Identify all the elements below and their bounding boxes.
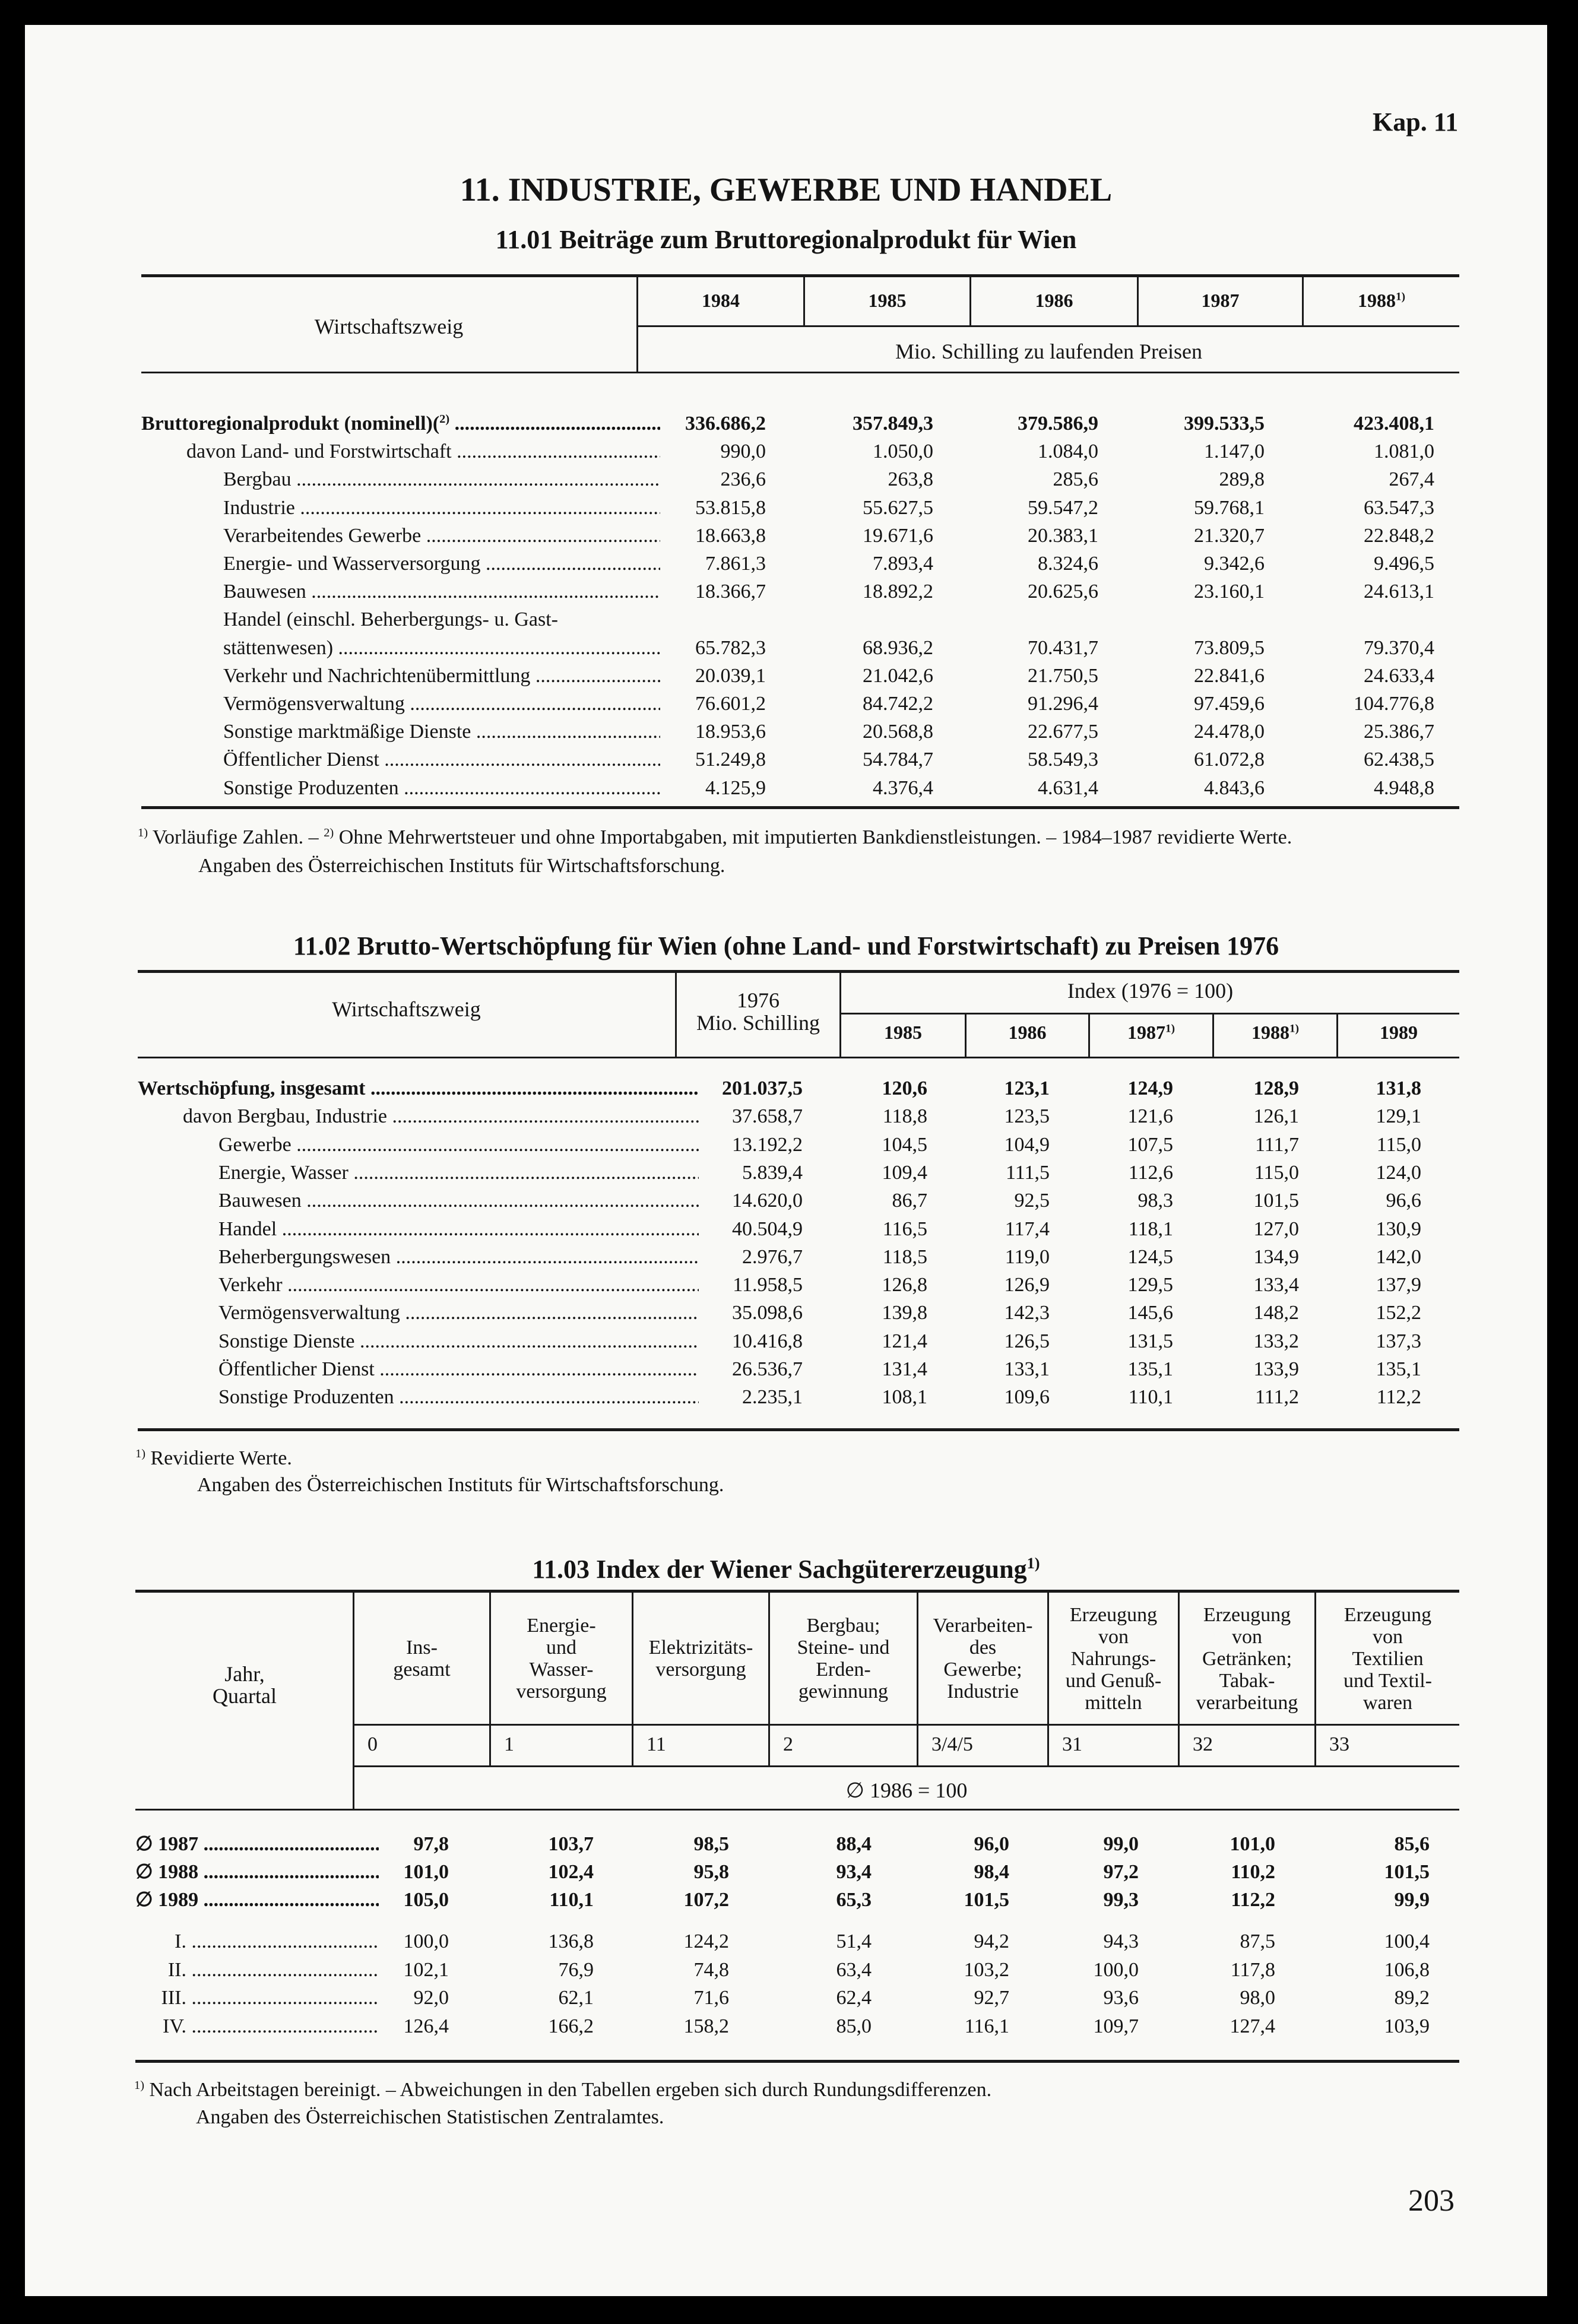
t2-cell: 37.658,7 [732, 1105, 803, 1128]
t2-cell: 98,3 [1137, 1190, 1173, 1212]
t1-footnote-2: Angaben des Österreichischen Instituts für Wirtschaftsforschung. [198, 855, 725, 877]
t3-cell: 63,4 [836, 1958, 872, 1981]
t3-cell: 101,5 [964, 1889, 1009, 1911]
t1-cell: 73.809,5 [1194, 636, 1265, 659]
t1-cell: 97.459,6 [1194, 693, 1265, 715]
chapter-title: 11. INDUSTRIE, GEWERBE UND HANDEL [460, 172, 1113, 208]
t2-cell: 128,9 [1253, 1077, 1299, 1099]
t1-cell: 76.601,2 [695, 693, 766, 715]
t3-column-header-line: Gewerbe; [943, 1659, 1022, 1681]
t3-row-label: III. ..... [135, 1988, 379, 2008]
t1-cell: 21.320,7 [1194, 524, 1265, 547]
t2-cell: 131,8 [1376, 1077, 1421, 1099]
t2-cell: 111,2 [1255, 1386, 1299, 1409]
t3-cell: 51,4 [836, 1930, 872, 1952]
t3-cell: 96,0 [974, 1833, 1009, 1855]
t2-cell: 133,4 [1253, 1274, 1299, 1296]
t2-cell: 40.504,9 [732, 1218, 803, 1240]
t1-cell: 84.742,2 [863, 693, 933, 715]
t2-cell: 126,8 [882, 1274, 927, 1296]
t1-row-label: davon Land- und Forstwirtschaft ..... [186, 442, 660, 462]
t1-row-label: Bergbau ..... [223, 470, 660, 490]
t2-cell: 118,5 [882, 1245, 927, 1268]
t2-cell: 142,0 [1376, 1245, 1421, 1268]
t3-base-label: ∅ 1986 = 100 [845, 1778, 968, 1802]
t1-cell: 1.050,0 [873, 440, 933, 463]
t3-cell: 105,0 [403, 1889, 449, 1911]
t2-cell: 35.098,6 [732, 1302, 803, 1324]
t1-cell: 19.671,6 [863, 524, 933, 547]
t2-cell: 131,4 [882, 1358, 927, 1380]
table-11-01-title: 11.01 Beiträge zum Bruttoregionalprodukt für Wien [495, 225, 1077, 254]
t1-row-label: Bruttoregionalprodukt (nominell)($^{2)}$ ..... [141, 414, 660, 434]
t2-cell: 121,4 [882, 1330, 927, 1352]
t3-cell: 85,6 [1394, 1833, 1430, 1855]
t2-cell: 118,8 [882, 1105, 927, 1128]
t1-cell: 8.324,6 [1038, 553, 1098, 575]
t3-column-code: 2 [783, 1733, 793, 1755]
t1-row-label: stättenwesen) ..... [223, 638, 660, 658]
t3-cell: 65,3 [836, 1889, 872, 1911]
t3-cell: 97,2 [1103, 1861, 1139, 1883]
t1-cell: 357.849,3 [853, 413, 933, 435]
t1-cell: 63.547,3 [1364, 496, 1434, 519]
t1-cell: 22.677,5 [1028, 721, 1098, 743]
t1-cell: 289,8 [1219, 468, 1265, 491]
t2-cell: 115,0 [1376, 1133, 1421, 1156]
t2-cell: 124,0 [1376, 1161, 1421, 1184]
t2-cell: 111,5 [1006, 1161, 1050, 1184]
t2-cell: 131,5 [1127, 1330, 1173, 1352]
t3-cell: 110,1 [549, 1889, 594, 1911]
t3-column-header-line: von [1373, 1625, 1403, 1648]
t3-column-header-line: Industrie [947, 1681, 1019, 1702]
t2-cell: 129,1 [1376, 1105, 1421, 1128]
t1-cell: 21.042,6 [863, 664, 933, 687]
t1-row-label: Vermögensverwaltung ..... [223, 694, 660, 714]
t1-cell: 9.342,6 [1204, 553, 1265, 575]
t3-cell: 74,8 [693, 1958, 729, 1981]
t3-cell: 101,0 [403, 1861, 449, 1883]
t1-cell: 91.296,4 [1028, 693, 1098, 715]
t1-cell: 4.631,4 [1038, 776, 1098, 799]
t2-cell: 123,1 [1004, 1077, 1050, 1099]
t2-row-label: Gewerbe ..... [218, 1135, 699, 1155]
t1-cell: 990,0 [720, 440, 766, 463]
t2-cell: 126,1 [1253, 1105, 1299, 1128]
t3-cell: 102,1 [403, 1958, 449, 1981]
t1-cell: 20.383,1 [1028, 524, 1098, 547]
t1-cell: 4.125,9 [705, 776, 766, 799]
t3-row-label: IV. ..... [135, 2017, 379, 2037]
t3-column-code: 1 [504, 1733, 514, 1755]
t1-cell: 285,6 [1053, 468, 1098, 491]
t1-row-label: Bauwesen ..... [223, 582, 660, 602]
t3-cell: 136,8 [548, 1930, 594, 1952]
t3-cell: 87,5 [1240, 1930, 1275, 1952]
t2-year-header-1986: 1986 [1008, 1022, 1047, 1043]
t3-column-header-line: des [969, 1637, 997, 1659]
t1-cell: 263,8 [888, 468, 933, 491]
t2-cell: 26.536,7 [732, 1358, 803, 1380]
t3-cell: 93,4 [836, 1861, 872, 1883]
t3-cell: 106,8 [1384, 1958, 1430, 1981]
t2-cell: 124,9 [1127, 1077, 1173, 1099]
t3-column-header-line: Tabak- [1219, 1669, 1275, 1692]
t3-row-label: ∅ 1988 ..... [135, 1862, 379, 1882]
t2-cell: 127,0 [1253, 1218, 1299, 1240]
t1-unit-label: Mio. Schilling zu laufenden Preisen [895, 340, 1202, 363]
t2-cell: 11.958,5 [733, 1274, 803, 1296]
t3-column-header-line: versorgung [516, 1681, 607, 1702]
t1-cell: 336.686,2 [685, 413, 766, 435]
t1-year-header-1988: 1988$^{1)}$ [1358, 290, 1405, 311]
t1-cell: 24.633,4 [1364, 664, 1434, 687]
t3-cell: 116,1 [964, 2015, 1009, 2037]
t2-row-label: Verkehr ..... [218, 1275, 699, 1295]
t1-year-header-1986: 1986 [1035, 290, 1073, 311]
t3-column-code: 3/4/5 [931, 1733, 973, 1755]
t2-cell: 117,4 [1005, 1218, 1050, 1240]
t3-cell: 99,0 [1103, 1833, 1139, 1855]
t3-column-code: 32 [1193, 1733, 1213, 1755]
t3-column-header-line: gesamt [393, 1659, 451, 1681]
t3-cell: 127,4 [1230, 2015, 1275, 2037]
t3-cell: 112,2 [1231, 1889, 1275, 1911]
t2-cell: 111,7 [1255, 1133, 1299, 1156]
t1-row-label: Verarbeitendes Gewerbe ..... [223, 526, 660, 546]
t3-cell: 95,8 [693, 1861, 729, 1883]
t3-column-header-line: Verarbeiten- [933, 1615, 1033, 1637]
t3-cell: 62,1 [558, 1987, 594, 2009]
t1-cell: 7.893,4 [873, 553, 933, 575]
t3-cell: 103,2 [964, 1958, 1009, 1981]
t3-column-header-line: Bergbau; [806, 1615, 880, 1637]
t2-footnote-2: Angaben des Österreichischen Instituts für Wirtschaftsforschung. [197, 1474, 724, 1496]
t1-cell: 20.039,1 [695, 664, 766, 687]
t3-column-header-line: Erzeugung [1069, 1603, 1158, 1626]
t2-cell: 137,9 [1376, 1274, 1421, 1296]
t2-cell: 104,5 [882, 1133, 927, 1156]
t1-cell: 4.948,8 [1374, 776, 1434, 799]
t1-year-header-1985: 1985 [868, 290, 907, 311]
t3-cell: 98,5 [693, 1833, 729, 1855]
t3-column-code: 31 [1062, 1733, 1082, 1755]
t3-column-header-line: waren [1362, 1691, 1413, 1714]
t1-cell: 24.478,0 [1194, 721, 1265, 743]
t1-row-label: Industrie ..... [223, 498, 660, 518]
t2-base-unit: Mio. Schilling [696, 1011, 820, 1035]
t1-cell: 9.496,5 [1374, 553, 1434, 575]
t3-cell: 98,4 [974, 1861, 1009, 1883]
t1-cell: 51.249,8 [695, 749, 766, 771]
t3-cell: 100,0 [1093, 1958, 1139, 1981]
t2-cell: 121,6 [1127, 1105, 1173, 1128]
t1-cell: 24.613,1 [1364, 581, 1434, 603]
t3-cell: 71,6 [693, 1987, 729, 2009]
t1-row-label: Sonstige Produzenten ..... [223, 778, 660, 798]
document-page [25, 25, 1547, 2296]
t2-cell: 137,3 [1376, 1330, 1421, 1352]
t3-column-header-line: versorgung [655, 1659, 746, 1681]
t3-cell: 94,3 [1103, 1930, 1139, 1952]
t2-row-label: Sonstige Dienste ..... [218, 1331, 699, 1352]
t3-column-header-line: Getränken; [1202, 1647, 1292, 1670]
t2-cell: 145,6 [1127, 1302, 1173, 1324]
t1-row-label: Öffentlicher Dienst ..... [223, 750, 660, 770]
t3-cell: 76,9 [558, 1958, 594, 1981]
t3-cell: 109,7 [1093, 2015, 1139, 2037]
t3-column-header-line: von [1232, 1625, 1262, 1648]
t1-row-label: Energie- und Wasserversorgung ..... [223, 554, 660, 574]
t1-cell: 20.568,8 [863, 721, 933, 743]
t2-cell: 101,5 [1253, 1190, 1299, 1212]
t1-cell: 79.370,4 [1364, 636, 1434, 659]
t1-cell: 18.366,7 [695, 581, 766, 603]
t1-cell: 54.784,7 [863, 749, 933, 771]
t2-cell: 115,0 [1254, 1161, 1299, 1184]
t2-year-header-1988: 1988$^{1)}$ [1251, 1022, 1299, 1043]
t3-cell: 92,0 [413, 1987, 449, 2009]
t2-cell: 201.037,5 [722, 1077, 803, 1099]
t2-cell: 118,1 [1128, 1218, 1173, 1240]
t1-footnote-1: $^{1)}$ Vorläufige Zahlen. – $^{2)}$ Ohne Mehrwertsteuer und ohne Importabgaben, mit imputierten Bankdienstleistungen. – 1984–1987 revidierte Werte. [138, 826, 1292, 848]
t3-column-header-line: und Textil- [1343, 1669, 1433, 1692]
t2-cell: 5.839,4 [742, 1161, 803, 1184]
t2-cell: 142,3 [1004, 1302, 1050, 1324]
t3-cell: 85,0 [836, 2015, 872, 2037]
t1-cell: 22.841,6 [1194, 664, 1265, 687]
t1-row-label: Sonstige marktmäßige Dienste ..... [223, 722, 660, 742]
t3-cell: 103,7 [548, 1833, 594, 1855]
t2-row-label: davon Bergbau, Industrie ..... [183, 1106, 699, 1127]
t3-cell: 98,0 [1240, 1987, 1275, 2009]
t1-cell: 399.533,5 [1184, 413, 1265, 435]
t2-cell: 2.976,7 [742, 1245, 803, 1268]
t2-year-header-1987: 1987$^{1)}$ [1127, 1022, 1175, 1043]
t1-column-label: Wirtschaftszweig [314, 315, 464, 338]
t2-footnote-1: $^{1)}$ Revidierte Werte. [135, 1447, 292, 1469]
t3-row-label: I. ..... [135, 1932, 379, 1952]
t2-cell: 107,5 [1127, 1133, 1173, 1156]
t2-year-header-1989: 1989 [1380, 1022, 1418, 1043]
t1-cell: 65.782,3 [695, 636, 766, 659]
t3-column-header-line: Wasser- [529, 1659, 594, 1681]
t3-cell: 101,0 [1230, 1833, 1275, 1855]
t2-cell: 108,1 [882, 1386, 927, 1409]
t3-row-label: ∅ 1987 ..... [135, 1834, 379, 1854]
t3-cell: 88,4 [836, 1833, 872, 1855]
t1-cell: 53.815,8 [695, 496, 766, 519]
t3-cell: 126,4 [403, 2015, 449, 2037]
table-11-02-title: 11.02 Brutto-Wertschöpfung für Wien (ohne Land- und Forstwirtschaft) zu Preisen 1976 [293, 931, 1279, 960]
t3-cell: 158,2 [683, 2015, 729, 2037]
t1-cell: 4.376,4 [873, 776, 933, 799]
t1-cell: 18.953,6 [695, 721, 766, 743]
t2-cell: 135,1 [1127, 1358, 1173, 1380]
t3-row-label: II. ..... [135, 1960, 379, 1980]
t1-cell: 61.072,8 [1194, 749, 1265, 771]
t1-cell: 1.081,0 [1374, 440, 1434, 463]
t3-column-header-line: Textilien [1352, 1647, 1424, 1670]
t3-column-header-line: Energie- [527, 1615, 596, 1637]
t3-column-header-line: und Genuß- [1065, 1669, 1162, 1692]
t1-cell: 18.663,8 [695, 524, 766, 547]
t3-column-code: 0 [367, 1733, 378, 1755]
t3-cell: 101,5 [1384, 1861, 1430, 1883]
t3-stub-header-2: Quartal [213, 1684, 277, 1708]
t2-cell: 116,5 [882, 1218, 927, 1240]
t1-row-label: Verkehr und Nachrichtenübermittlung ..... [223, 666, 660, 686]
t3-cell: 100,4 [1384, 1930, 1430, 1952]
t2-cell: 126,9 [1004, 1274, 1050, 1296]
t2-cell: 86,7 [892, 1190, 927, 1212]
t3-column-header-line: mitteln [1085, 1691, 1142, 1714]
t2-cell: 112,2 [1376, 1386, 1421, 1409]
t1-cell: 68.936,2 [863, 636, 933, 659]
t2-cell: 109,6 [1004, 1386, 1050, 1409]
t1-cell: 7.861,3 [705, 553, 766, 575]
t3-column-header-line: Steine- und [797, 1637, 890, 1659]
t3-cell: 117,8 [1230, 1958, 1275, 1981]
t1-cell: 58.549,3 [1028, 749, 1098, 771]
t3-column-header-line: gewinnung [798, 1681, 889, 1702]
t2-cell: 139,8 [882, 1302, 927, 1324]
t2-cell: 134,9 [1253, 1245, 1299, 1268]
t3-column-header-line: Ins- [406, 1637, 438, 1659]
page-number: 203 [1408, 2184, 1455, 2218]
t2-cell: 135,1 [1376, 1358, 1421, 1380]
t2-cell: 133,1 [1004, 1358, 1050, 1380]
t3-column-header-line: verarbeitung [1196, 1691, 1298, 1714]
t2-cell: 126,5 [1004, 1330, 1050, 1352]
t1-cell: 267,4 [1389, 468, 1434, 491]
t1-cell: 1.147,0 [1204, 440, 1265, 463]
t2-row-label: Öffentlicher Dienst ..... [218, 1359, 699, 1380]
t1-cell: 25.386,7 [1364, 721, 1434, 743]
t1-cell: 23.160,1 [1194, 581, 1265, 603]
table-11-03-title: 11.03 Index der Wiener Sachgütererzeugung$^{1)}$ [532, 1554, 1040, 1584]
t2-row-label: Handel ..... [218, 1219, 699, 1239]
t1-cell: 62.438,5 [1364, 749, 1434, 771]
t3-cell: 100,0 [403, 1930, 449, 1952]
t3-cell: 110,2 [1231, 1861, 1275, 1883]
t3-column-header-line: und [546, 1637, 576, 1659]
t1-cell: 70.431,7 [1028, 636, 1098, 659]
t1-cell: 55.627,5 [863, 496, 933, 519]
t2-cell: 133,9 [1253, 1358, 1299, 1380]
t3-cell: 124,2 [683, 1930, 729, 1952]
t2-cell: 110,1 [1128, 1386, 1173, 1409]
t2-cell: 148,2 [1253, 1302, 1299, 1324]
t2-row-label: Vermögensverwaltung ..... [218, 1303, 699, 1323]
t1-cell: 59.547,2 [1028, 496, 1098, 519]
t2-cell: 10.416,8 [732, 1330, 803, 1352]
t1-cell: 379.586,9 [1018, 413, 1098, 435]
t2-row-label: Energie, Wasser ..... [218, 1163, 699, 1183]
t2-column-label: Wirtschaftszweig [332, 997, 481, 1021]
t2-row-label: Bauwesen ..... [218, 1191, 699, 1211]
t2-cell: 104,9 [1004, 1133, 1050, 1156]
t2-year-header-1985: 1985 [884, 1022, 922, 1043]
t3-column-header-line: Erzeugung [1343, 1603, 1432, 1626]
t2-index-label: Index (1976 = 100) [1067, 979, 1234, 1003]
t1-cell: 1.084,0 [1038, 440, 1098, 463]
t3-footnote-2: Angaben des Österreichischen Statistischen Zentralamtes. [196, 2106, 664, 2128]
t3-column-header-line: von [1098, 1625, 1129, 1648]
t2-cell: 92,5 [1014, 1190, 1050, 1212]
t2-cell: 109,4 [882, 1161, 927, 1184]
t3-cell: 62,4 [836, 1987, 872, 2009]
t3-row-label: ∅ 1989 ..... [135, 1890, 379, 1910]
t2-cell: 14.620,0 [732, 1190, 803, 1212]
t1-cell: 18.892,2 [863, 581, 933, 603]
t3-column-header-line: Erden- [816, 1659, 871, 1681]
t3-stub-header-1: Jahr, [224, 1662, 265, 1686]
t3-cell: 102,4 [548, 1861, 594, 1883]
t3-cell: 94,2 [974, 1930, 1009, 1952]
t2-cell: 13.192,2 [732, 1133, 803, 1156]
t2-cell: 112,6 [1128, 1161, 1173, 1184]
t3-cell: 103,9 [1384, 2015, 1430, 2037]
t1-cell: 104.776,8 [1354, 693, 1434, 715]
t1-cell: 59.768,1 [1194, 496, 1265, 519]
t2-row-label: Wertschöpfung, insgesamt ..... [138, 1079, 699, 1099]
t1-year-header-1987: 1987 [1201, 290, 1240, 311]
t2-row-label: Beherbergungswesen ..... [218, 1247, 699, 1267]
t1-cell: 423.408,1 [1354, 413, 1434, 435]
t3-cell: 93,6 [1103, 1987, 1139, 2009]
t3-cell: 99,9 [1394, 1889, 1430, 1911]
t1-cell: 22.848,2 [1364, 524, 1434, 547]
t3-column-header-line: Nahrungs- [1070, 1647, 1156, 1670]
t2-cell: 124,5 [1127, 1245, 1173, 1268]
t3-cell: 89,2 [1394, 1987, 1430, 2009]
t2-cell: 129,5 [1127, 1274, 1173, 1296]
t3-cell: 107,2 [683, 1889, 729, 1911]
t3-cell: 92,7 [974, 1987, 1009, 2009]
t3-cell: 99,3 [1103, 1889, 1139, 1911]
t3-cell: 97,8 [413, 1833, 449, 1855]
t3-column-header-line: Elektrizitäts- [648, 1637, 753, 1659]
t1-cell: 4.843,6 [1204, 776, 1265, 799]
t1-year-header-1984: 1984 [702, 290, 740, 311]
t3-column-code: 33 [1329, 1733, 1349, 1755]
t3-column-header-line: Erzeugung [1203, 1603, 1291, 1626]
t3-column-code: 11 [647, 1733, 666, 1755]
t1-cell: 236,6 [720, 468, 766, 491]
t3-footnote-1: $^{1)}$ Nach Arbeitstagen bereinigt. – Abweichungen in den Tabellen ergeben sich durch Rundungsdifferenzen. [134, 2078, 992, 2101]
t2-cell: 119,0 [1005, 1245, 1050, 1268]
t2-cell: 2.235,1 [742, 1386, 803, 1409]
t2-base-year: 1976 [737, 988, 780, 1012]
t2-row-label: Sonstige Produzenten ..... [218, 1387, 699, 1407]
t1-cell: 21.750,5 [1028, 664, 1098, 687]
t2-cell: 120,6 [882, 1077, 927, 1099]
t2-cell: 130,9 [1376, 1218, 1421, 1240]
t2-cell: 133,2 [1253, 1330, 1299, 1352]
chapter-label: Kap. 11 [1373, 107, 1459, 137]
t2-cell: 96,6 [1386, 1190, 1421, 1212]
t2-cell: 152,2 [1376, 1302, 1421, 1324]
t3-cell: 166,2 [548, 2015, 594, 2037]
t1-cell: 20.625,6 [1028, 581, 1098, 603]
t2-cell: 123,5 [1004, 1105, 1050, 1128]
t1-row-label-line1: Handel (einschl. Beherbergungs- u. Gast- [223, 608, 558, 631]
